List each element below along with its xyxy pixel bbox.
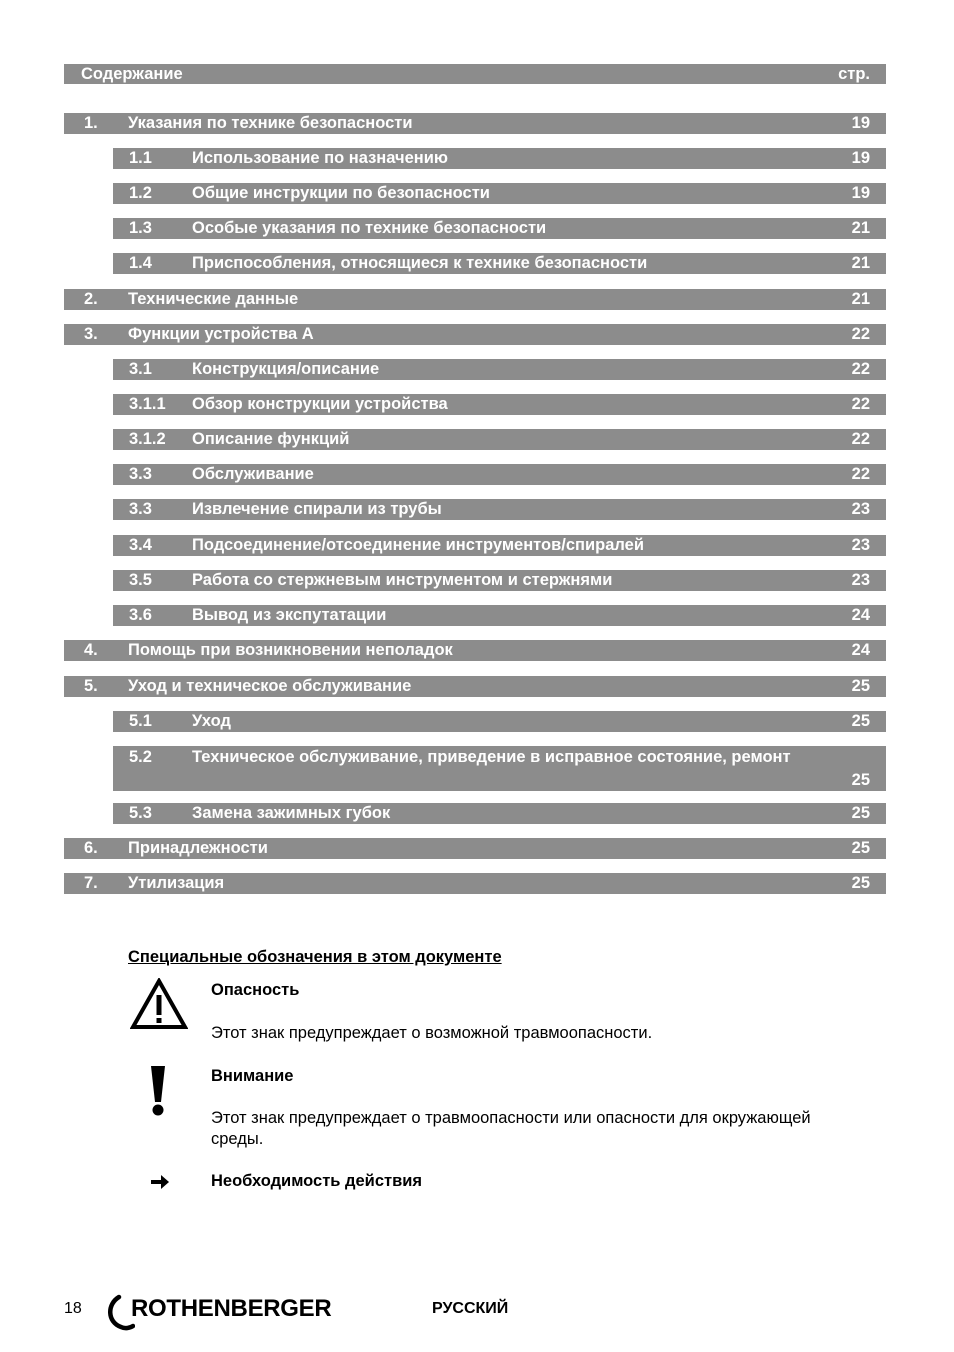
toc-entry-title: Использование по назначению [192, 149, 448, 167]
toc-entry-number: 1.3 [129, 219, 152, 237]
toc-entry-page: 24 [851, 606, 870, 624]
toc-entry[interactable] [113, 394, 886, 415]
toc-entry-page: 22 [851, 430, 870, 448]
toc-entry-number: 7. [84, 874, 98, 892]
toc-entry-page: 22 [851, 395, 870, 413]
toc-entry-title: Общие инструкции по безопасности [192, 184, 490, 202]
toc-entry-page: 23 [851, 571, 870, 589]
toc-entry-number: 3. [84, 325, 98, 343]
toc-entry[interactable] [113, 746, 886, 791]
toc-entry-title: Технические данные [128, 290, 299, 308]
toc-entry-title: Обзор конструкции устройства [192, 395, 448, 413]
toc-entry[interactable] [113, 711, 886, 732]
toc-entry-number: 3.1.2 [129, 430, 166, 448]
toc-entry[interactable] [113, 570, 886, 591]
toc-entry-page: 21 [851, 290, 870, 308]
toc-header-page: стр. [838, 65, 870, 83]
toc-entry-number: 1. [84, 114, 98, 132]
toc-entry[interactable] [113, 148, 886, 169]
toc-entry-number: 3.1.1 [129, 395, 166, 413]
toc-entry-title: Функции устройства А [128, 325, 314, 343]
toc-entry[interactable] [64, 873, 886, 894]
toc-entry-title: Уход и техническое обслуживание [128, 677, 412, 695]
page-number: 18 [64, 1300, 82, 1317]
attention-heading: Внимание [211, 1067, 294, 1085]
toc-entry-page: 25 [851, 677, 870, 695]
toc-entry-page: 19 [851, 149, 870, 167]
toc-entry-number: 5.1 [129, 712, 152, 730]
warning-triangle-icon [130, 978, 188, 1030]
toc-entry[interactable] [64, 676, 886, 697]
toc-entry[interactable] [113, 359, 886, 380]
toc-entry[interactable] [113, 253, 886, 274]
toc-entry-number: 3.6 [129, 606, 152, 624]
toc-entry-number: 5.2 [129, 748, 152, 766]
language-label: РУССКИЙ [432, 1300, 509, 1317]
toc-entry-page: 22 [851, 360, 870, 378]
brand-name: ROTHENBERGER [131, 1295, 332, 1322]
action-heading: Необходимость действия [211, 1172, 422, 1190]
toc-entry-title: Особые указания по технике безопасности [192, 219, 547, 237]
toc-entry-page: 21 [851, 254, 870, 272]
toc-entry-number: 3.3 [129, 465, 152, 483]
toc-entry-page: 25 [851, 839, 870, 857]
toc-entry-number: 1.1 [129, 149, 152, 167]
toc-entry[interactable] [64, 640, 886, 661]
toc-entry-title: Приспособления, относящиеся к технике безопасности [192, 254, 648, 272]
toc-entry-number: 3.1 [129, 360, 152, 378]
toc-entry[interactable] [113, 464, 886, 485]
toc-entry[interactable] [113, 803, 886, 824]
toc-entry-number: 1.4 [129, 254, 152, 272]
toc-header-title: Содержание [81, 65, 183, 83]
toc-entry-number: 3.3 [129, 500, 152, 518]
toc-entry-number: 5. [84, 677, 98, 695]
toc-entry-title: Описание функций [192, 430, 350, 448]
danger-heading: Опасность [211, 981, 300, 999]
toc-entry-title: Указания по технике безопасности [128, 114, 413, 132]
toc-entry-title: Техническое обслуживание, приведение в исправное состояние, ремонт [192, 748, 791, 766]
toc-entry-page: 19 [851, 184, 870, 202]
toc-entry-page: 22 [851, 465, 870, 483]
toc-entry[interactable] [64, 113, 886, 134]
toc-entry[interactable] [64, 324, 886, 345]
toc-entry-number: 3.5 [129, 571, 152, 589]
toc-entry-page: 24 [851, 641, 870, 659]
toc-entry-title: Обслуживание [192, 465, 314, 483]
toc-entry-page: 25 [851, 874, 870, 892]
toc-entry-page: 23 [851, 536, 870, 554]
toc-header [64, 64, 886, 84]
toc-entry-page: 19 [851, 114, 870, 132]
toc-entry-page: 21 [851, 219, 870, 237]
toc-entry[interactable] [113, 183, 886, 204]
toc-entry[interactable] [113, 218, 886, 239]
arrow-right-icon [151, 1174, 171, 1190]
toc-entry[interactable] [64, 289, 886, 310]
toc-entry-number: 6. [84, 839, 98, 857]
toc-entry-title: Конструкция/описание [192, 360, 380, 378]
toc-entry-title: Помощь при возникновении неполадок [128, 641, 453, 659]
attention-text: Этот знак предупреждает о травмоопасности или опасности для окружающей среды. [211, 1109, 811, 1148]
toc-entry-page: 22 [851, 325, 870, 343]
toc-entry[interactable] [113, 535, 886, 556]
toc-entry-title: Подсоединение/отсоединение инструментов/спиралей [192, 536, 644, 554]
toc-entry-page: 23 [851, 500, 870, 518]
toc-entry[interactable] [113, 605, 886, 626]
toc-entry-title: Извлечение спирали из трубы [192, 500, 442, 518]
toc-entry-number: 3.4 [129, 536, 152, 554]
toc-entry-number: 1.2 [129, 184, 152, 202]
toc-entry-title: Замена зажимных губок [192, 804, 391, 822]
toc-entry-page: 25 [851, 771, 870, 789]
toc-entry-page: 25 [851, 712, 870, 730]
symbols-section-title: Специальные обозначения в этом документе [128, 948, 502, 966]
toc-entry[interactable] [113, 499, 886, 520]
toc-entry[interactable] [113, 429, 886, 450]
toc-entry-title: Утилизация [128, 874, 225, 892]
toc-entry-title: Вывод из экспутатации [192, 606, 387, 624]
danger-text: Этот знак предупреждает о возможной травмоопасности. [211, 1024, 653, 1042]
toc-entry-number: 2. [84, 290, 98, 308]
toc-entry-title: Уход [192, 712, 231, 730]
exclamation-icon [148, 1066, 168, 1118]
toc-entry[interactable] [64, 838, 886, 859]
toc-entry-number: 4. [84, 641, 98, 659]
toc-entry-title: Принадлежности [128, 839, 268, 857]
toc-entry-page: 25 [851, 804, 870, 822]
toc-entry-title: Работа со стержневым инструментом и стержнями [192, 571, 613, 589]
toc-entry-number: 5.3 [129, 804, 152, 822]
